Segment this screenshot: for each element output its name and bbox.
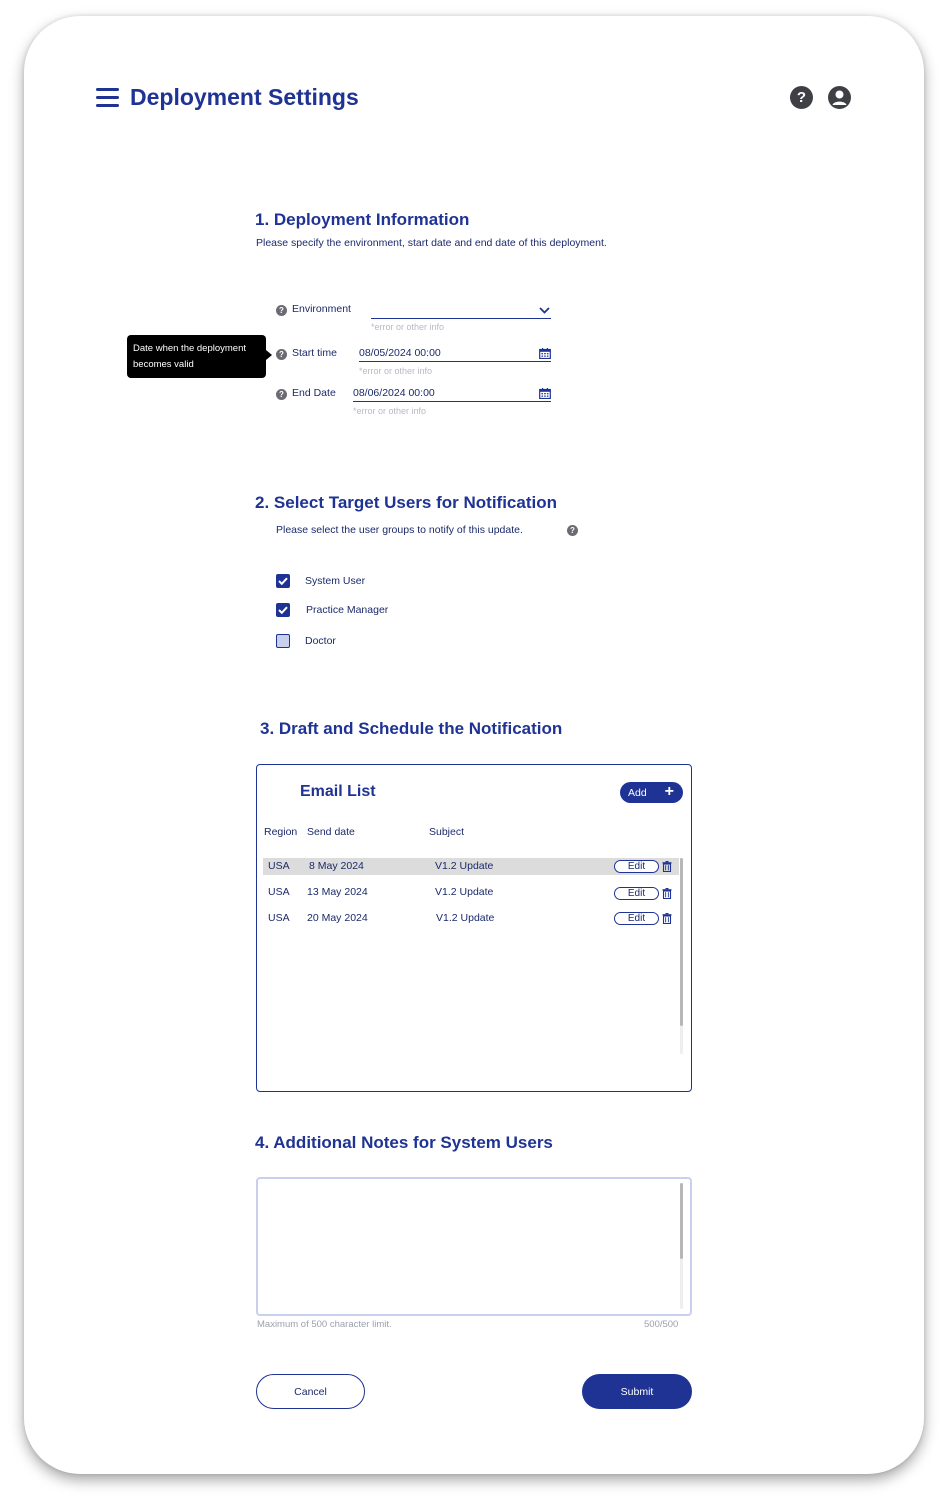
table-row[interactable] [263,910,611,927]
edit-button[interactable]: Edit [614,912,659,925]
email-list-title: Email List [300,783,376,800]
edit-button[interactable]: Edit [614,860,659,873]
end-date-underline [353,401,551,402]
plus-icon: + [664,783,674,800]
help-icon[interactable]: ? [790,86,813,109]
end-date-error: *error or other info [353,406,427,416]
section-4-title: 4. Additional Notes for System Users [255,1133,553,1152]
environment-underline [371,318,551,319]
column-header-region[interactable]: Region [264,826,298,838]
tooltip-arrow [266,350,272,360]
cell-subject: V1.2 Update [435,860,494,872]
edit-button[interactable]: Edit [614,887,659,900]
chevron-down-icon [539,307,550,314]
section-1-description: Please specify the environment, start date and end date of this deployment. [256,237,607,249]
user-icon[interactable] [828,86,851,109]
cell-send-date: 8 May 2024 [309,860,364,872]
submit-button[interactable]: Submit [582,1374,692,1409]
notes-textarea[interactable] [256,1177,692,1316]
table-row[interactable] [263,858,611,875]
section-3-title: 3. Draft and Schedule the Notification [260,719,563,738]
question-icon[interactable]: ? [276,349,287,360]
table-row[interactable] [263,884,611,901]
cell-subject: V1.2 Update [435,886,494,898]
trash-icon[interactable] [662,913,672,924]
cancel-button[interactable]: Cancel [256,1374,365,1409]
question-icon[interactable]: ? [276,305,287,316]
section-2-description: Please select the user groups to notify of this update. [276,524,523,536]
start-time-underline [359,361,551,362]
check-icon [278,606,288,614]
menu-icon[interactable] [96,88,119,108]
cell-region: USA [268,886,290,898]
checkbox-label: System User [305,575,366,587]
start-time-label: Start time [292,347,337,359]
section-2-title: 2. Select Target Users for Notification [255,493,557,512]
calendar-icon[interactable] [539,348,551,359]
checkbox-system-user[interactable] [276,574,290,588]
checkbox-practice-manager[interactable] [276,603,290,617]
email-list-scrollbar-thumb[interactable] [680,858,683,1026]
add-button[interactable] [620,782,683,803]
checkbox-doctor[interactable] [276,634,290,648]
section-1-title: 1. Deployment Information [255,210,470,229]
notes-scrollbar-thumb[interactable] [680,1183,683,1259]
cell-subject: V1.2 Update [436,912,495,924]
page-title: Deployment Settings [130,84,359,110]
environment-error: *error or other info [371,322,445,332]
trash-icon[interactable] [662,861,672,872]
add-label: Add [628,786,647,799]
trash-icon[interactable] [662,888,672,899]
checkbox-label: Doctor [305,635,336,647]
start-time-error: *error or other info [359,366,433,376]
check-icon [278,577,288,585]
checkbox-label: Practice Manager [306,604,389,616]
environment-select[interactable] [371,302,551,318]
email-list-panel [256,764,692,1092]
cell-region: USA [268,912,290,924]
end-date-label: End Date [292,387,336,399]
start-time-input[interactable]: 08/05/2024 00:00 [359,347,441,359]
column-header-subject[interactable]: Subject [429,826,465,838]
cell-region: USA [268,860,290,872]
environment-label: Environment [292,303,351,315]
question-icon[interactable]: ? [276,389,287,400]
start-time-tooltip: Date when the deployment becomes valid [127,335,266,378]
column-header-send-date[interactable]: Send date [307,826,355,838]
cell-send-date: 20 May 2024 [307,912,368,924]
end-date-input[interactable]: 08/06/2024 00:00 [353,387,435,399]
cell-send-date: 13 May 2024 [307,886,368,898]
question-icon[interactable]: ? [567,525,578,536]
character-limit-hint: Maximum of 500 character limit. [257,1319,392,1330]
calendar-icon[interactable] [539,388,551,399]
character-counter: 500/500 [644,1319,679,1330]
